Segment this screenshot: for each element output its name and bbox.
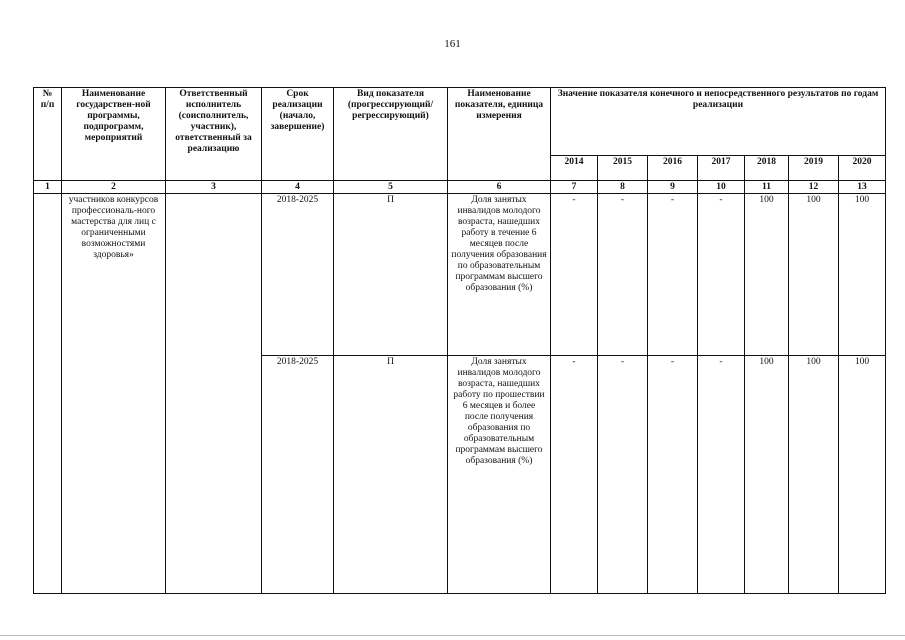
indicator-type-cell: П xyxy=(334,355,448,593)
value-cell: 100 xyxy=(839,194,886,356)
column-number: 13 xyxy=(839,181,886,194)
header-year: 2015 xyxy=(598,156,648,181)
column-number: 11 xyxy=(745,181,789,194)
page-bottom-divider xyxy=(0,635,905,636)
column-number: 6 xyxy=(448,181,551,194)
indicator-name-cell: Доля занятых инвалидов молодого возраста, нашедших работу в течение 6 месяцев после получения образования по образовательным программам высшего образования (%) xyxy=(448,194,551,356)
value-cell: - xyxy=(551,355,598,593)
value-cell: - xyxy=(648,194,698,356)
indicator-type-cell: П xyxy=(334,194,448,356)
value-cell: - xyxy=(551,194,598,356)
header-responsible: Ответственный исполнитель (соисполнитель, участник), ответственный за реализацию xyxy=(166,88,262,181)
value-cell: 100 xyxy=(745,194,789,356)
header-year: 2014 xyxy=(551,156,598,181)
value-cell: 100 xyxy=(745,355,789,593)
header-year: 2016 xyxy=(648,156,698,181)
header-number: № п/п xyxy=(34,88,62,181)
table-row xyxy=(34,194,886,356)
header-year: 2018 xyxy=(745,156,789,181)
header-year: 2017 xyxy=(698,156,745,181)
value-cell: 100 xyxy=(789,355,839,593)
column-number: 2 xyxy=(62,181,166,194)
column-number: 4 xyxy=(262,181,334,194)
value-cell: - xyxy=(648,355,698,593)
value-cell: 100 xyxy=(839,355,886,593)
header-indicator-name: Наименование показателя, единица измерения xyxy=(448,88,551,181)
column-number: 9 xyxy=(648,181,698,194)
header-period: Срок реализации (начало, завершение) xyxy=(262,88,334,181)
period-cell: 2018-2025 xyxy=(262,355,334,593)
indicators-table xyxy=(33,87,886,594)
header-values-group: Значение показателя конечного и непосредственного результатов по годам реализации xyxy=(551,88,886,156)
header-year: 2019 xyxy=(789,156,839,181)
header-indicator-type: Вид показателя (прогрессирующий/ регрессирующий) xyxy=(334,88,448,181)
column-number: 3 xyxy=(166,181,262,194)
indicator-name-cell: Доля занятых инвалидов молодого возраста, нашедших работу по прошествии 6 месяцев и более после получения образования по образовательным программам высшего образования (%) xyxy=(448,355,551,593)
column-number: 10 xyxy=(698,181,745,194)
column-number: 1 xyxy=(34,181,62,194)
value-cell: - xyxy=(698,194,745,356)
period-cell: 2018-2025 xyxy=(262,194,334,356)
value-cell: - xyxy=(698,355,745,593)
column-number: 5 xyxy=(334,181,448,194)
value-cell: - xyxy=(598,194,648,356)
column-number: 8 xyxy=(598,181,648,194)
column-numbers-row xyxy=(34,181,886,194)
value-cell: - xyxy=(598,355,648,593)
responsible-cell xyxy=(166,194,262,594)
value-cell: 100 xyxy=(789,194,839,356)
header-program-name: Наименование государствен-ной программы, подпрограмм, мероприятий xyxy=(62,88,166,181)
row-number-cell xyxy=(34,194,62,594)
program-name-cell: участников конкурсов профессиональ-ного мастерства для лиц с ограниченными возможностями здоровья» xyxy=(62,194,166,594)
column-number: 7 xyxy=(551,181,598,194)
page-number: 161 xyxy=(444,38,461,50)
column-number: 12 xyxy=(789,181,839,194)
header-year: 2020 xyxy=(839,156,886,181)
